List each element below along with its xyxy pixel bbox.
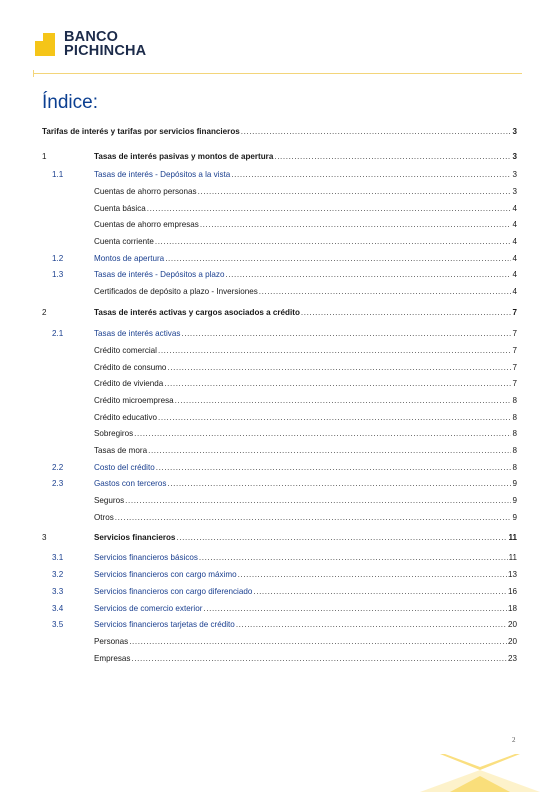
toc-leader-dots bbox=[156, 461, 512, 475]
toc-entry[interactable] bbox=[42, 235, 517, 249]
toc-entry[interactable] bbox=[42, 531, 517, 545]
toc-entry-page: 20 bbox=[507, 620, 517, 629]
toc-entry-page: 9 bbox=[512, 479, 517, 488]
toc-entry-title: Crédito comercial bbox=[94, 346, 157, 355]
logo-line-1: BANCO bbox=[64, 29, 119, 45]
toc-entry-page: 11 bbox=[508, 553, 517, 562]
toc-leader-dots bbox=[148, 444, 511, 458]
toc-entry-page: 4 bbox=[512, 270, 517, 279]
toc-entry[interactable] bbox=[42, 150, 517, 164]
toc-entry-page: 7 bbox=[512, 363, 517, 372]
toc-entry-title: Seguros bbox=[94, 496, 125, 505]
toc-entry-title: Sobregiros bbox=[94, 429, 134, 438]
toc-entry-title: Tasas de interés pasivas y montos de apertura bbox=[94, 152, 274, 161]
toc-leader-dots bbox=[231, 168, 511, 182]
toc-entry[interactable] bbox=[42, 652, 517, 666]
page-number: 2 bbox=[512, 736, 516, 744]
toc-entry-title: Empresas bbox=[94, 654, 131, 663]
toc-entry-title: Cuentas de ahorro empresas bbox=[94, 220, 199, 229]
toc-entry-title: Crédito de consumo bbox=[94, 363, 167, 372]
toc-leader-dots bbox=[129, 635, 507, 649]
toc-entry[interactable] bbox=[42, 285, 517, 299]
toc-entry[interactable] bbox=[42, 202, 517, 216]
toc-entry[interactable] bbox=[42, 168, 517, 182]
logo-text bbox=[64, 30, 146, 58]
toc-entry-title: Certificados de depósito a plazo - Inversiones bbox=[94, 287, 258, 296]
toc-entry-number: 2.2 bbox=[52, 463, 64, 472]
toc-entry[interactable] bbox=[42, 185, 517, 199]
toc-entry-page: 8 bbox=[512, 429, 517, 438]
toc-entry-page: 4 bbox=[512, 220, 517, 229]
toc-leader-dots bbox=[198, 185, 512, 199]
toc-entry-title: Crédito microempresa bbox=[94, 396, 174, 405]
toc-entry-title: Servicios de comercio exterior bbox=[94, 604, 203, 613]
toc-entry-page: 4 bbox=[512, 287, 517, 296]
toc-entry[interactable] bbox=[42, 327, 517, 341]
toc-entry-page: 11 bbox=[508, 533, 517, 542]
toc-entry-page: 4 bbox=[512, 254, 517, 263]
toc-entry-page: 4 bbox=[512, 237, 517, 246]
toc-entry-number: 3 bbox=[42, 533, 47, 542]
toc-entry-number: 3.1 bbox=[52, 553, 64, 562]
logo-line-2: PICHINCHA bbox=[64, 43, 147, 59]
toc-entry-number: 2 bbox=[42, 308, 47, 317]
toc-entry-number: 1.1 bbox=[52, 170, 64, 179]
toc-entry[interactable] bbox=[42, 618, 517, 632]
toc-entry-title: Cuenta corriente bbox=[94, 237, 154, 246]
toc-leader-dots bbox=[167, 361, 511, 375]
toc-leader-dots bbox=[164, 377, 511, 391]
toc-leader-dots bbox=[274, 150, 511, 164]
toc-entry[interactable] bbox=[42, 394, 517, 408]
header-divider-tick bbox=[33, 70, 34, 77]
toc-entry-title: Gastos con terceros bbox=[94, 479, 167, 488]
toc-entry-number: 2.1 bbox=[52, 329, 64, 338]
toc-entry-page: 3 bbox=[512, 170, 517, 179]
footer-decoration bbox=[420, 748, 540, 792]
toc-entry-page: 8 bbox=[512, 413, 517, 422]
toc-entry-number: 3.2 bbox=[52, 570, 64, 579]
toc-entry-page: 7 bbox=[512, 329, 517, 338]
toc-entry-title: Otros bbox=[94, 513, 114, 522]
toc-leader-dots bbox=[253, 585, 507, 599]
toc-leader-dots bbox=[125, 494, 511, 508]
toc-leader-dots bbox=[147, 202, 512, 216]
toc-leader-dots bbox=[199, 551, 508, 565]
toc-entry-page: 8 bbox=[512, 396, 517, 405]
toc-entry-number: 3.5 bbox=[52, 620, 64, 629]
toc-entry-number: 1.2 bbox=[52, 254, 64, 263]
toc-entry-title: Tasas de interés activas y cargos asociados a crédito bbox=[94, 308, 300, 317]
toc-entry-page: 20 bbox=[507, 637, 517, 646]
header-divider bbox=[33, 73, 522, 74]
toc-leader-dots bbox=[259, 285, 512, 299]
toc-entry[interactable] bbox=[42, 361, 517, 375]
toc-entry-title: Servicios financieros con cargo máximo bbox=[94, 570, 237, 579]
toc-entry-title: Personas bbox=[94, 637, 129, 646]
toc-leader-dots bbox=[158, 411, 511, 425]
toc-entry-title: Tasas de interés activas bbox=[94, 329, 181, 338]
toc-entry-page: 7 bbox=[512, 379, 517, 388]
logo-mark-icon bbox=[33, 31, 57, 58]
toc-leader-dots bbox=[225, 268, 511, 282]
toc-entry[interactable] bbox=[42, 568, 517, 582]
toc-entry[interactable] bbox=[42, 125, 517, 139]
toc-leader-dots bbox=[115, 511, 512, 525]
toc-leader-dots bbox=[203, 602, 507, 616]
toc-entry-number: 3.3 bbox=[52, 587, 64, 596]
toc-entry-title: Cuenta básica bbox=[94, 204, 146, 213]
toc-leader-dots bbox=[165, 252, 511, 266]
toc-entry[interactable] bbox=[42, 635, 517, 649]
toc-entry[interactable] bbox=[42, 268, 517, 282]
toc-entry[interactable] bbox=[42, 427, 517, 441]
toc-entry-title: Tarifas de interés y tarifas por servicios financieros bbox=[42, 127, 240, 136]
banco-pichincha-logo bbox=[33, 30, 146, 58]
toc-leader-dots bbox=[176, 531, 507, 545]
toc-leader-dots bbox=[167, 477, 511, 491]
toc-entry-title: Crédito de vivienda bbox=[94, 379, 164, 388]
toc-entry-page: 13 bbox=[507, 570, 517, 579]
toc-entry-title: Servicios financieros tarjetas de crédito bbox=[94, 620, 235, 629]
toc-entry[interactable] bbox=[42, 585, 517, 599]
toc-entry-title: Tasas de mora bbox=[94, 446, 148, 455]
toc-entry-page: 8 bbox=[512, 463, 517, 472]
toc-entry[interactable] bbox=[42, 377, 517, 391]
toc-entry-number: 3.4 bbox=[52, 604, 64, 613]
toc-leader-dots bbox=[241, 125, 512, 139]
toc-entry-title: Servicios financieros básicos bbox=[94, 553, 198, 562]
toc-entry[interactable] bbox=[42, 602, 517, 616]
toc-entry-title: Tasas de interés - Depósitos a la vista bbox=[94, 170, 231, 179]
toc-entry-title: Cuentas de ahorro personas bbox=[94, 187, 197, 196]
toc-entry[interactable] bbox=[42, 344, 517, 358]
toc-entry-page: 7 bbox=[512, 346, 517, 355]
toc-entry-title: Crédito educativo bbox=[94, 413, 157, 422]
toc-leader-dots bbox=[236, 618, 507, 632]
toc-entry-page: 9 bbox=[512, 513, 517, 522]
toc-entry-number: 1.3 bbox=[52, 270, 64, 279]
toc-entry-page: 7 bbox=[512, 308, 517, 317]
toc-entry-number: 1 bbox=[42, 152, 47, 161]
toc-leader-dots bbox=[181, 327, 511, 341]
toc-entry-page: 16 bbox=[507, 587, 517, 596]
toc-leader-dots bbox=[155, 235, 512, 249]
toc-entry[interactable] bbox=[42, 477, 517, 491]
toc-entry[interactable] bbox=[42, 461, 517, 475]
toc-entry-page: 3 bbox=[512, 152, 517, 161]
toc-entry-title: Servicios financieros con cargo diferenciado bbox=[94, 587, 253, 596]
toc-entry-number: 2.3 bbox=[52, 479, 64, 488]
toc-leader-dots bbox=[301, 306, 512, 320]
toc-leader-dots bbox=[134, 427, 511, 441]
toc-entry-title: Montos de apertura bbox=[94, 254, 165, 263]
toc-leader-dots bbox=[238, 568, 507, 582]
toc-entry[interactable] bbox=[42, 252, 517, 266]
toc-entry-title: Costo del crédito bbox=[94, 463, 155, 472]
toc-entry-page: 3 bbox=[512, 127, 517, 136]
toc-entry-page: 4 bbox=[512, 204, 517, 213]
toc-entry[interactable] bbox=[42, 218, 517, 232]
toc-leader-dots bbox=[131, 652, 507, 666]
toc-leader-dots bbox=[158, 344, 512, 358]
toc-leader-dots bbox=[200, 218, 512, 232]
toc-entry[interactable] bbox=[42, 494, 517, 508]
toc-entry-page: 18 bbox=[507, 604, 517, 613]
toc-entry[interactable] bbox=[42, 306, 517, 320]
toc-entry[interactable] bbox=[42, 511, 517, 525]
toc-entry-page: 23 bbox=[507, 654, 517, 663]
toc-entry-title: Tasas de interés - Depósitos a plazo bbox=[94, 270, 225, 279]
toc-entry-page: 3 bbox=[512, 187, 517, 196]
toc-entry[interactable] bbox=[42, 444, 517, 458]
toc-entry-title: Servicios financieros bbox=[94, 533, 176, 542]
page-title: Índice: bbox=[42, 92, 98, 113]
toc-entry-page: 8 bbox=[512, 446, 517, 455]
toc-entry[interactable] bbox=[42, 551, 517, 565]
toc-entry-page: 9 bbox=[512, 496, 517, 505]
toc-leader-dots bbox=[175, 394, 512, 408]
toc-entry[interactable] bbox=[42, 411, 517, 425]
